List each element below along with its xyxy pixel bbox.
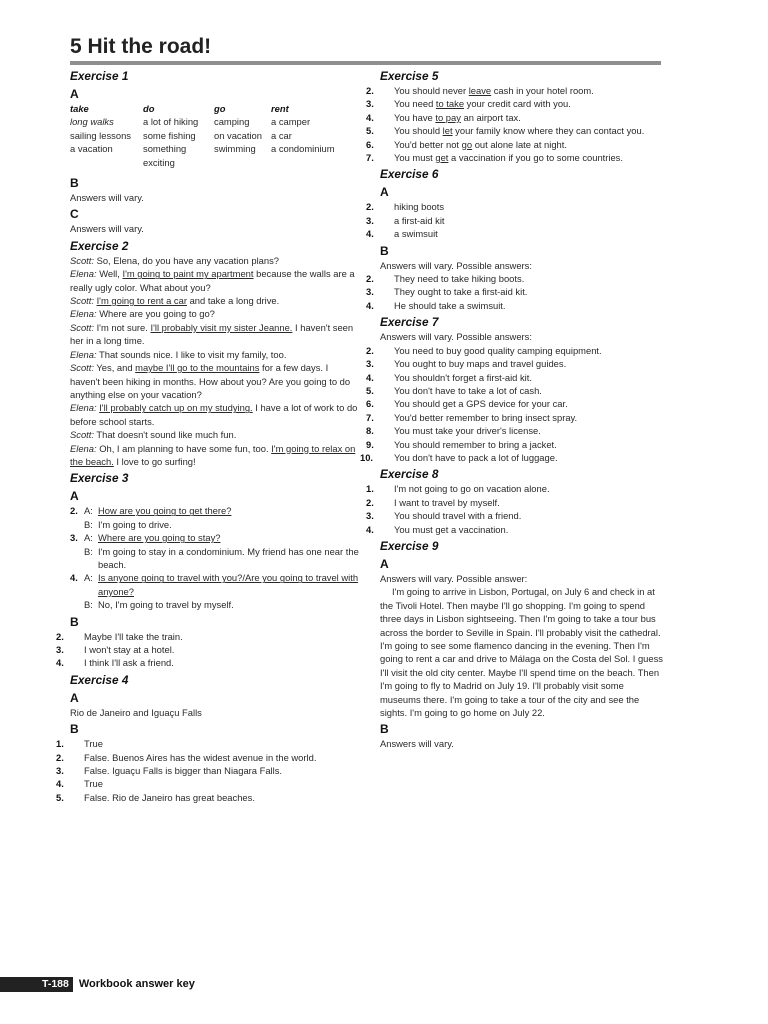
list-item: 8. You must take your driver's license. — [366, 425, 541, 437]
list-item: 2. Maybe I'll take the train. — [56, 630, 183, 642]
table-cell: a camper — [271, 116, 311, 128]
list-item: 5. False. Rio de Janeiro has great beaches. — [56, 791, 255, 803]
exercise-9-b-label: B — [380, 722, 389, 737]
dialogue-line: Scott: I'm not sure. I'll probably visit my sister Jeanne. I haven't seen her in a long time. — [70, 321, 354, 347]
table-header: rent — [271, 103, 289, 114]
list-item: 4. a swimsuit — [366, 228, 438, 240]
table-cell: sailing lessons — [70, 129, 131, 141]
dialogue-line: Elena: Well, I'm going to paint my apartment because the walls are a really ugly color. What about you? — [70, 268, 355, 293]
list-item: 3. You should travel with a friend. — [366, 510, 522, 522]
table-cell: long walks — [70, 116, 114, 128]
list-item: B: I'm going to drive. — [84, 518, 172, 530]
exercise-3-a-label: A — [70, 489, 79, 504]
dialogue-line: Elena: That sounds nice. I like to visit my family, too. — [70, 348, 287, 360]
exercise-4-a-text: Rio de Janeiro and Iguaçu Falls — [70, 706, 202, 718]
list-item: 9. You should remember to bring a jacket. — [366, 438, 557, 450]
list-item: 5. You should let your family know where they can contact you. — [366, 125, 645, 137]
title-rule — [70, 61, 661, 65]
table-cell: camping — [214, 116, 250, 128]
list-item: 2. They need to take hiking boots. — [366, 273, 525, 285]
table-header: go — [214, 103, 226, 114]
page-number: T-188 — [40, 977, 73, 992]
list-item: 5. You don't have to take a lot of cash. — [366, 384, 542, 396]
exercise-4-a-label: A — [70, 690, 79, 705]
list-item: B: No, I'm going to travel by myself. — [84, 599, 234, 611]
list-item: 4. You must get a vaccination. — [366, 523, 509, 535]
list-item: 4. You shouldn't forget a first-aid kit. — [366, 371, 532, 383]
table-cell: on vacation — [214, 129, 262, 141]
table-cell: a car — [271, 129, 292, 141]
left-column — [56, 68, 360, 804]
list-item: 10. You don't have to pack a lot of luggage. — [360, 451, 558, 463]
table-cell: a condominium — [271, 143, 335, 155]
exercise-1-b-label: B — [70, 176, 79, 191]
exercise-7-title: Exercise 7 — [380, 315, 439, 330]
list-item: 4. You have to pay an airport tax. — [366, 111, 521, 123]
exercise-3-b-label: B — [70, 614, 79, 629]
dialogue-line: Elena: I'll probably catch up on my studying. I have a lot of work to do before school starts. — [70, 402, 358, 427]
exercise-9-a-intro: Answers will vary. Possible answer: — [380, 572, 528, 584]
list-item: 6. You should get a GPS device for your car. — [366, 398, 568, 410]
table-cell: swimming — [214, 143, 256, 155]
exercise-9-a-paragraph: I'm going to arrive in Lisbon, Portugal, on July 6 and check in at the Tivoli Hotel. Then maybe I'll go shopping. I'm going to spend three days in Lisbon sightseeing. Then I'm going to take a tour bus across the border to Seville in Spain. I'll probably visit the cathedral. I'm going to see some flamenco dancing in the evening. Then I'm going to rent a car and drive to Málaga on the Costa del Sol. I guess I'll visit the old city center. Maybe I'll spend time on the beach. Then I'm going to fly to Madrid on July 19. I'll probably visit some museums there. I'm going to take a tour of the city and see the sights. I'm going to go home on July 22. — [380, 586, 663, 719]
exercise-1-c-text: Answers will vary. — [70, 223, 144, 235]
dialogue-line: Scott: Yes, and maybe I'll go to the mountains for a few days. I haven't been hiking in months. How about you? Are you going to do anything else on your vacation? — [70, 362, 351, 400]
list-item: 1. True — [56, 738, 103, 750]
table-header: take — [70, 103, 89, 114]
dialogue-line: Scott: That doesn't sound like much fun. — [70, 429, 237, 441]
list-item: 2. hiking boots — [366, 201, 445, 213]
exercise-1-title: Exercise 1 — [70, 69, 129, 83]
list-item: 2. A: How are you going to get there? — [70, 505, 232, 517]
list-item: 3. You need to take your credit card with you. — [366, 98, 571, 110]
exercise-5-title: Exercise 5 — [380, 69, 439, 83]
list-item: 3. You ought to buy maps and travel guides. — [366, 358, 567, 370]
exercise-1-c-label: C — [70, 207, 79, 222]
list-item: 2. I want to travel by myself. — [366, 496, 500, 508]
exercise-6-b-intro: Answers will vary. Possible answers: — [380, 259, 532, 271]
list-item: 3. A: Where are you going to stay? — [70, 532, 221, 544]
exercise-9-b-text: Answers will vary. — [380, 738, 454, 750]
exercise-4-b-label: B — [70, 722, 79, 737]
dialogue-line: Scott: So, Elena, do you have any vacation plans? — [70, 254, 279, 266]
table-cell: a lot of hiking — [143, 116, 199, 128]
exercise-2-title: Exercise 2 — [70, 238, 129, 253]
exercise-6-b-label: B — [380, 243, 389, 258]
exercise-6-a-label: A — [380, 185, 389, 200]
list-item: B: I'm going to stay in a condominium. My friend has one near the beach. — [84, 545, 359, 570]
list-item: 6. You'd better not go out alone late at night. — [366, 138, 567, 150]
table-header: do — [143, 103, 155, 114]
exercise-1-b-text: Answers will vary. — [70, 192, 144, 204]
dialogue-line: Elena: Where are you going to go? — [70, 308, 215, 320]
exercise-8-title: Exercise 8 — [380, 467, 439, 482]
list-item: 2. You need to buy good quality camping equipment. — [366, 344, 602, 356]
footer-label: Workbook answer key — [78, 977, 195, 990]
exercise-7-intro: Answers will vary. Possible answers: — [380, 331, 532, 343]
table-cell: a vacation — [70, 143, 113, 155]
list-item: 3. False. Iguaçu Falls is bigger than Niagara Falls. — [56, 765, 283, 777]
exercise-6-title: Exercise 6 — [380, 167, 439, 182]
exercise-9-a-label: A — [380, 556, 389, 571]
list-item: 7. You must get a vaccination if you go to some countries. — [366, 152, 623, 164]
list-item: 4. A: Is anyone going to travel with you?/Are you going to travel with anyone? — [70, 572, 359, 597]
list-item: 4. I think I'll ask a friend. — [56, 657, 174, 669]
list-item: 3. a first-aid kit — [366, 214, 445, 226]
exercise-9-title: Exercise 9 — [380, 538, 439, 553]
exercise-4-title: Exercise 4 — [70, 672, 129, 687]
exercise-3-title: Exercise 3 — [70, 471, 129, 486]
table-cell: something exciting — [143, 143, 187, 168]
exercise-1-table — [70, 102, 360, 169]
table-cell: some fishing — [143, 129, 196, 141]
page-footer — [0, 977, 195, 992]
list-item: 2. False. Buenos Aires has the widest avenue in the world. — [56, 751, 317, 763]
dialogue-line: Scott: I'm going to rent a car and take a long drive. — [70, 295, 280, 307]
list-item: 3. They ought to take a first-aid kit. — [366, 286, 528, 298]
page-title: 5 Hit the road! — [70, 35, 212, 58]
list-item: 4. He should take a swimsuit. — [366, 299, 506, 311]
list-item: 3. I won't stay at a hotel. — [56, 644, 175, 655]
dialogue-line: Elena: Oh, I am planning to have some fun, too. I'm going to relax on the beach. I love to go surfing! — [70, 442, 356, 467]
list-item: 1. I'm not going to go on vacation alone. — [366, 483, 550, 495]
right-column — [360, 68, 663, 751]
list-item: 2. You should never leave cash in your hotel room. — [366, 85, 594, 96]
list-item: 7. You'd better remember to bring insect spray. — [366, 411, 578, 423]
exercise-1-a-label: A — [70, 87, 79, 101]
footer-bar — [0, 977, 40, 992]
list-item: 4. True — [56, 778, 103, 790]
